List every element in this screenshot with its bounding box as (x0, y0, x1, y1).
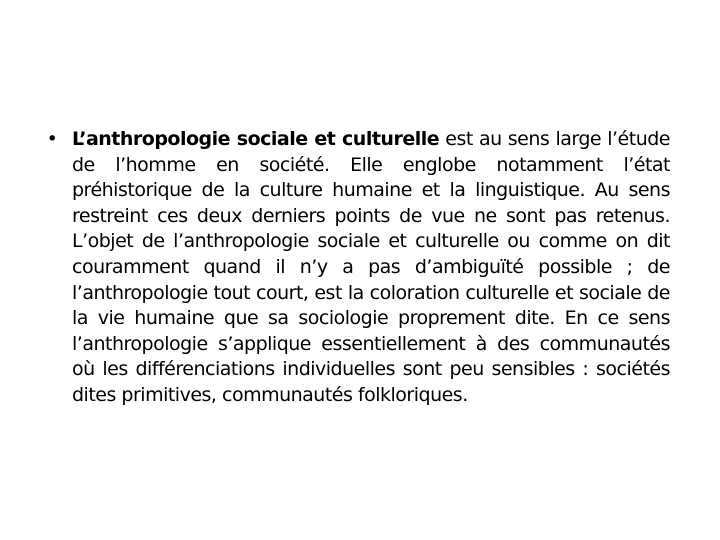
definition-text: est au sens large l’étude de l’homme en société. Elle englobe notamment l’état préhistorique de la culture humaine et la linguistique. Au sens restreint ces deux derniers points de vue ne sont pas retenus. L’objet de l’anthropologie sociale et culturelle ou comme on dit couramment quand il n’y a pas d’ambiguïté possible ; de l’anthropologie tout court, est la coloration culturelle et sociale de la vie humaine que sa sociologie proprement dite. En ce sens l’anthropologie s’applique essentiellement à des communautés où les différenciations individuelles sont peu sensibles : sociétés dites primitives, communautés folkloriques. (72, 128, 670, 406)
definition-term: L’anthropologie sociale et culturelle (72, 128, 440, 150)
bullet-paragraph (46, 127, 670, 409)
bullet-marker: • (46, 128, 58, 150)
